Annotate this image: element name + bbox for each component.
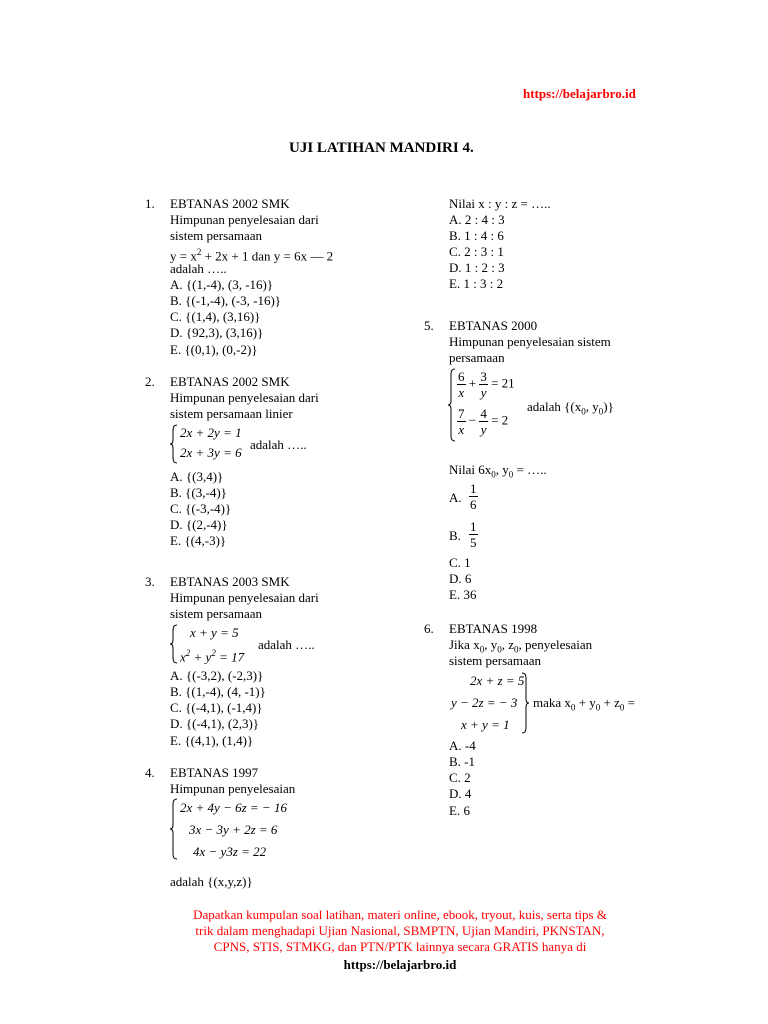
q5-option-e: E. 36	[449, 587, 477, 602]
q4-option-e: E. 1 : 3 : 2	[449, 276, 504, 291]
q4-system-eq2: 3x − 3y + 2z = 6	[189, 822, 278, 837]
q3-brace	[170, 624, 178, 664]
q6-option-e: E. 6	[449, 803, 470, 818]
q3-system-eq1: x + y = 5	[190, 625, 239, 640]
q5-system-eq2: $\frac{7}{x}$ − $\frac{4}{y}$ = 2	[458, 406, 509, 437]
footer-line3: CPNS, STIS, STMKG, dan PTN/PTK lainnya secara GRATIS hanya di	[213, 939, 587, 954]
footer-line1: Dapatkan kumpulan soal latihan, materi online, ebook, tryout, kuis, serta tips &	[193, 907, 607, 922]
q1-option-e: E. {(0,1), (0,-2)}	[170, 342, 258, 357]
q5-text-line2: persamaan	[449, 350, 505, 365]
q2-system-eq2: 2x + 3y = 6	[180, 445, 242, 460]
q4-text-line1: Himpunan penyelesaian	[170, 781, 296, 796]
q4-source: EBTANAS 1997	[170, 765, 259, 780]
q6-system-eq2: y − 2z = − 3	[451, 695, 518, 710]
q5-suffix: adalah {($x_0$, $y_0$)}	[527, 399, 614, 417]
q1-option-a: A. {(1,-4), (3, -16)}	[170, 277, 274, 292]
q6-source: EBTANAS 1998	[449, 621, 538, 636]
q3-suffix: adalah …..	[258, 637, 315, 652]
q6-option-d: D. 4	[449, 786, 472, 801]
q1-text-line2: sistem persamaan	[170, 228, 263, 243]
q6-option-c: C. 2	[449, 770, 471, 785]
q1-equation: $y = x^2 + 2x + 1$ dan y = 6x — 2	[170, 247, 334, 264]
q5-option-b-label: B.	[449, 528, 461, 543]
q2-text-line1: Himpunan penyelesaian dari	[170, 390, 319, 405]
q6-option-a: A. -4	[449, 738, 476, 753]
footer-promo	[100, 907, 700, 955]
q5-text-line1: Himpunan penyelesaian sistem	[449, 334, 611, 349]
q6-number: 6.	[424, 621, 434, 636]
q4-ask: Nilai x : y : z = …..	[449, 196, 551, 211]
q6-system-eq1: 2x + z = 5	[470, 673, 525, 688]
q3-text-line1: Himpunan penyelesaian dari	[170, 590, 319, 605]
footer-url[interactable]: https://belajarbro.id	[343, 957, 457, 972]
q6-text-line1: Jika $x_0$, $y_0$, $z_0$, penyelesaian	[449, 637, 593, 655]
q2-option-e: E. {(4,-3)}	[170, 533, 227, 548]
q6-option-b: B. -1	[449, 754, 475, 769]
q2-option-b: B. {(3,-4)}	[170, 485, 227, 500]
q2-text-line2: sistem persamaan linier	[170, 406, 293, 421]
q5-brace	[448, 368, 456, 442]
q3-source: EBTANAS 2003 SMK	[170, 574, 290, 589]
q5-option-b-fraction: $\frac{1}{5}$	[470, 519, 477, 550]
q4-system-eq1: 2x + 4y − 6z = − 16	[180, 800, 287, 815]
q1-option-d: D. {92,3), (3,16)}	[170, 325, 264, 340]
q4-suffix: adalah {(x,y,z)}	[170, 874, 253, 889]
q2-suffix: adalah …..	[250, 437, 307, 452]
q1-source: EBTANAS 2002 SMK	[170, 196, 290, 211]
q3-system-eq2: $x^2 + y^2 = 17$	[180, 648, 245, 665]
q4-system-eq3: 4x − y3z = 22	[193, 844, 267, 859]
q2-system-eq1: 2x + 2y = 1	[180, 425, 242, 440]
q4-brace	[170, 798, 178, 860]
q2-option-c: C. {(-3,-4)}	[170, 501, 232, 516]
q6-text-line2: sistem persamaan	[449, 653, 542, 668]
q3-option-e: E. {(4,1), (1,4)}	[170, 733, 254, 748]
q5-source: EBTANAS 2000	[449, 318, 538, 333]
q1-option-b: B. {(-1,-4), (-3, -16)}	[170, 293, 282, 308]
q5-option-a-label: A.	[449, 490, 462, 505]
q2-option-a: A. {(3,4)}	[170, 469, 224, 484]
q5-ask: Nilai $6x_0$, $y_0$ = …..	[449, 462, 547, 480]
q2-option-d: D. {(2,-4)}	[170, 517, 228, 532]
q1-number: 1.	[145, 196, 155, 211]
q4-number: 4.	[145, 765, 155, 780]
q1-text-line1: Himpunan penyelesaian dari	[170, 212, 319, 227]
q5-option-d: D. 6	[449, 571, 472, 586]
q3-text-line2: sistem persamaan	[170, 606, 263, 621]
q6-right-brace	[521, 672, 529, 734]
q3-option-b: B. {(1,-4), (4, -1)}	[170, 684, 266, 699]
q5-number: 5.	[424, 318, 434, 333]
q3-option-d: D. {(-4,1), (2,3)}	[170, 716, 260, 731]
q1-option-c: C. {(1,4), (3,16)}	[170, 309, 261, 324]
q2-number: 2.	[145, 374, 155, 389]
q5-option-a-fraction: $\frac{1}{6}$	[470, 481, 477, 512]
q2-brace	[170, 424, 178, 464]
q4-option-c: C. 2 : 3 : 1	[449, 244, 504, 259]
header-url[interactable]: https://belajarbro.id	[523, 86, 636, 101]
q2-source: EBTANAS 2002 SMK	[170, 374, 290, 389]
q3-option-a: A. {(-3,2), (-2,3)}	[170, 668, 264, 683]
footer-line2: trik dalam menghadapi Ujian Nasional, SBMPTN, Ujian Mandiri, PKNSTAN,	[195, 923, 605, 938]
q3-number: 3.	[145, 574, 155, 589]
q5-system-eq1: $\frac{6}{x}$ + $\frac{3}{y}$ = 21	[458, 369, 515, 400]
q3-option-c: C. {(-4,1), (-1,4)}	[170, 700, 263, 715]
q4-option-d: D. 1 : 2 : 3	[449, 260, 505, 275]
q4-option-b: B. 1 : 4 : 6	[449, 228, 504, 243]
q5-option-c: C. 1	[449, 555, 471, 570]
q6-system-eq3: x + y = 1	[461, 717, 510, 732]
page-title: UJI LATIHAN MANDIRI 4.	[289, 140, 474, 156]
q1-suffix: adalah …..	[170, 261, 227, 276]
q4-option-a: A. 2 : 4 : 3	[449, 212, 505, 227]
q6-suffix: maka $x_0 + y_0 + z_0$ =	[533, 695, 635, 713]
